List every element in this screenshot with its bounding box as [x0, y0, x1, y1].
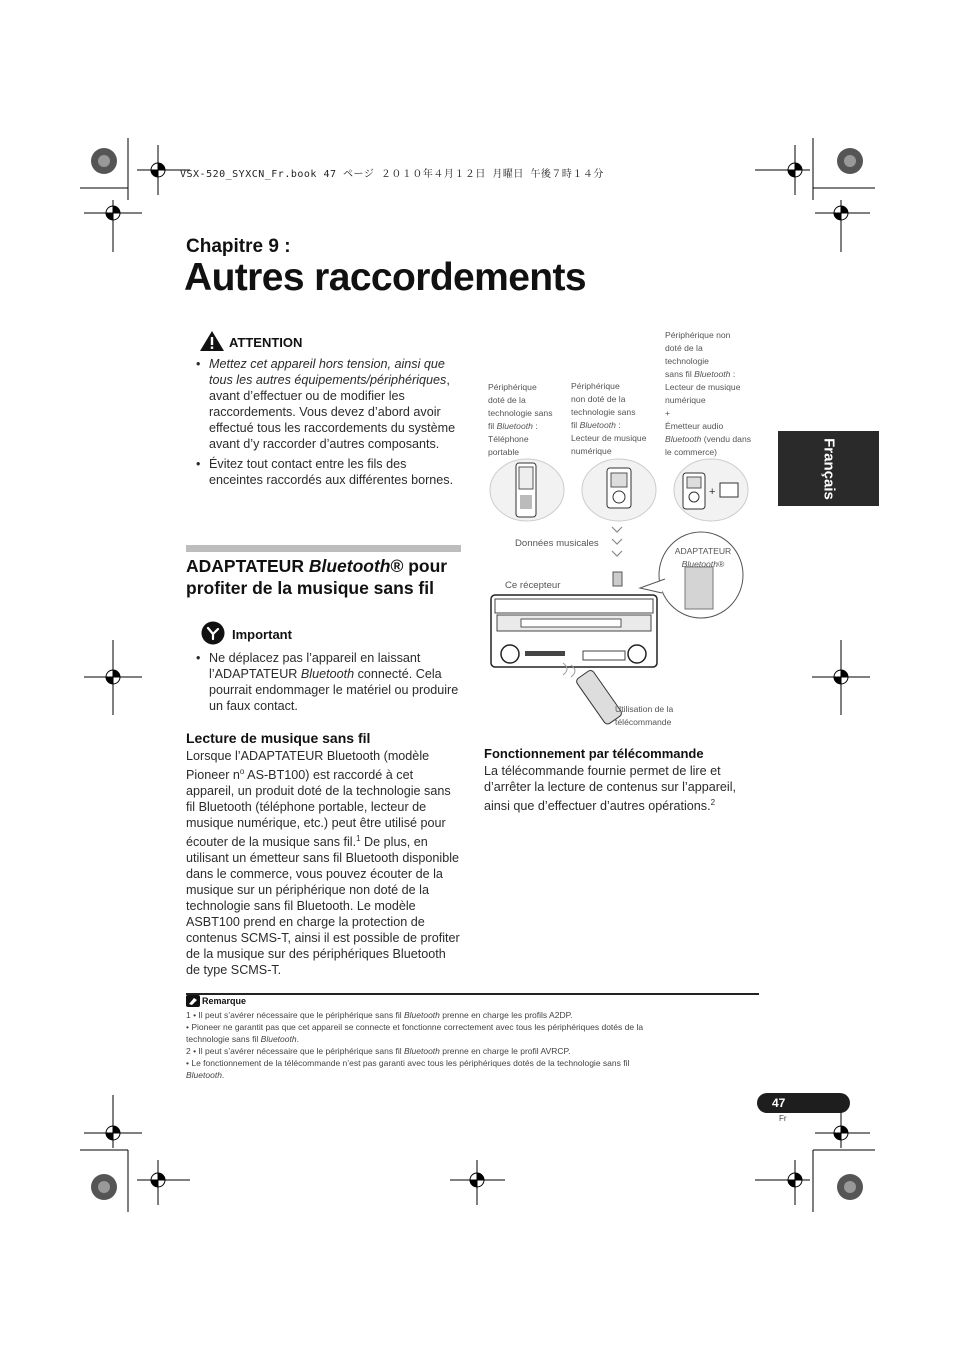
text-segment: • Pioneer ne garantit pas que cet appareil se connecte et fonctionne correctement avec tous les périphériques dotés de la — [186, 1022, 644, 1032]
remote-label-line: Utilisation de la — [615, 704, 674, 714]
remarque-note-icon — [186, 995, 200, 1007]
device-3-caption — [665, 329, 760, 459]
note-line — [186, 1057, 766, 1069]
text-segment: . — [296, 1034, 299, 1044]
text-segment: : — [730, 369, 736, 379]
language-tab — [778, 431, 879, 506]
text-segment: technologie sans — [488, 408, 553, 418]
text-segment: prenne en charge les profils A2DP. — [439, 1010, 573, 1020]
attention-item-text: , avant d’effectuer ou de modifier les raccordements. Vous devez d’abord avoir effectué tous les raccordements du système avant d’y raccorder d’autres composants. — [209, 373, 456, 451]
text-segment: Téléphone — [488, 434, 529, 444]
device-2-caption — [571, 380, 656, 458]
notes-heading: Remarque — [202, 996, 247, 1006]
important-text: connecté. Cela pourrait endommager le matériel ou produire un faux contact. — [209, 667, 459, 713]
italic-term: Bluetooth — [496, 421, 533, 431]
page-number: 47 — [772, 1096, 786, 1110]
attention-item-emphasis: Mettez cet appareil hors tension, ainsi que tous les autres équipements/périphériques — [209, 357, 447, 387]
text-segment: doté de la — [665, 343, 703, 353]
wireless-body-text: De plus, en utilisant un émetteur sans fil Bluetooth disponible dans le commerce, vous pouvez écouter de la musique sur un périphérique non doté de la technologie sans fil Bluetooth. Le modèle ASBT100 prend en charge la protection de contenus SCMS-T, ainsi il est possible de profiter de la musique sur des périphériques Bluetooth de type SCMS-T. — [186, 835, 460, 978]
italic-term: Bluetooth — [403, 1010, 440, 1020]
text-segment: sans fil — [665, 369, 695, 379]
text-segment: non doté de la — [571, 394, 626, 404]
wireless-body-text: Lorsque l’ADAPTATEUR Bluetooth (modèle Pioneer n — [186, 749, 430, 783]
attention-item-text: Évitez tout contact entre les fils des enceintes raccordés aux différentes bornes. — [209, 457, 454, 487]
important-list — [196, 650, 461, 718]
text-segment: : — [615, 420, 621, 430]
remote-body — [484, 763, 759, 814]
text-segment: doté de la — [488, 395, 526, 405]
text-segment: fil — [488, 421, 497, 431]
remote-body-text: La télécommande fournie permet de lire et d’arrêter la lecture de contenus sur l’appareil, ainsi que d’effectuer d’autres opérations. — [484, 764, 737, 814]
section-title-part: ADAPTATEUR — [186, 556, 309, 576]
attention-list — [196, 356, 461, 492]
text-segment: 1 • Il peut s’avérer nécessaire que le périphérique sans fil — [186, 1010, 404, 1020]
italic-term: Bluetooth — [665, 434, 702, 444]
adapter-label-mark: ® — [717, 559, 725, 569]
text-segment: technologie sans — [571, 407, 636, 417]
plus-sign: + — [709, 486, 716, 498]
text-segment: technologie — [665, 356, 709, 366]
chapter-label: Chapitre 9 : — [186, 236, 291, 257]
wireless-heading: Lecture de musique sans fil — [186, 730, 371, 746]
footnote-ref: 2 — [710, 798, 716, 807]
text-segment: Périphérique — [571, 381, 620, 391]
footnote-ref: 1 — [356, 834, 361, 844]
text-segment: • Le fonctionnement de la télécommande n’est pas garanti avec tous les périphériques dotés de la technologie sans fil — [186, 1058, 630, 1068]
note-line — [186, 1021, 766, 1033]
language-tab-label: Français — [820, 437, 837, 500]
adapter-label-line: ADAPTATEUR — [674, 546, 732, 556]
wireless-body-text: AS-BT100) est raccordé à cet appareil, un produit doté de la technologie sans fil Bluetooth (téléphone portable, lecteur de musique numérique, etc.) peut être utilisé pour écouter de la musique sans fil. — [186, 768, 451, 850]
text-segment: le commerce) — [665, 447, 718, 457]
text-segment: Émetteur audio — [665, 421, 724, 431]
page-language: Fr — [779, 1114, 787, 1123]
section-title-part: ® pour profiter de la musique sans fil — [186, 556, 448, 598]
note-line — [186, 1069, 766, 1081]
receiver-label: Ce récepteur — [505, 580, 561, 591]
note-line — [186, 1009, 766, 1021]
remote-label-line: télécommande — [615, 717, 672, 727]
remote-heading: Fonctionnement par télécommande — [484, 746, 704, 761]
important-text: Ne déplacez pas l’appareil en laissant l’ADAPTATEUR — [209, 651, 421, 681]
text-segment: 2 • Il peut s’avérer nécessaire que le périphérique sans fil — [186, 1046, 404, 1056]
warning-triangle-icon — [199, 330, 225, 352]
text-segment: Périphérique non — [665, 330, 731, 340]
section-title — [186, 555, 476, 599]
note-line — [186, 1045, 766, 1057]
data-label: Données musicales — [515, 538, 599, 549]
text-segment: numérique — [665, 395, 706, 405]
page-title: Autres raccordements — [184, 256, 586, 299]
text-segment: (vendu dans — [701, 434, 752, 444]
page-number-badge — [757, 1093, 850, 1113]
wireless-body — [186, 748, 462, 978]
text-segment: : — [532, 421, 538, 431]
adapter-label-italic: Bluetooth — [681, 559, 718, 569]
attention-heading: ATTENTION — [229, 335, 303, 350]
list-item — [196, 356, 461, 452]
italic-term: Bluetooth — [403, 1046, 440, 1056]
text-segment: Lecteur de musique — [665, 382, 741, 392]
italic-term: Bluetooth — [186, 1070, 222, 1080]
section-bar — [186, 545, 461, 552]
device-1-caption — [488, 381, 563, 459]
text-segment: numérique — [571, 446, 612, 456]
note-line — [186, 1033, 766, 1045]
superscript: o — [239, 767, 245, 776]
italic-term: Bluetooth — [694, 369, 731, 379]
text-segment: Périphérique — [488, 382, 537, 392]
list-item — [196, 456, 461, 488]
section-title-italic: Bluetooth — [308, 556, 391, 576]
important-hand-icon — [201, 621, 225, 645]
text-segment: fil — [571, 420, 580, 430]
notes-list — [186, 1009, 766, 1081]
italic-term: Bluetooth — [260, 1034, 297, 1044]
important-text-italic: Bluetooth — [300, 667, 355, 681]
important-heading: Important — [232, 627, 292, 642]
text-segment: Lecteur de musique — [571, 433, 647, 443]
text-segment: + — [665, 408, 671, 418]
text-segment: prenne en charge le profil AVRCP. — [439, 1046, 571, 1056]
list-item — [196, 650, 461, 714]
diagram-graphic — [485, 455, 760, 735]
notes-rule — [186, 993, 759, 995]
remote-label — [615, 703, 673, 729]
text-segment: . — [221, 1070, 225, 1080]
text-segment: portable — [488, 447, 520, 457]
text-segment: technologie sans fil — [186, 1034, 261, 1044]
italic-term: Bluetooth — [579, 420, 616, 430]
print-header: VSX-520_SYXCN_Fr.book 47 ページ ２０１０年４月１２日 月曜日 午後７時１４分 — [180, 169, 604, 180]
adapter-label — [667, 545, 739, 571]
